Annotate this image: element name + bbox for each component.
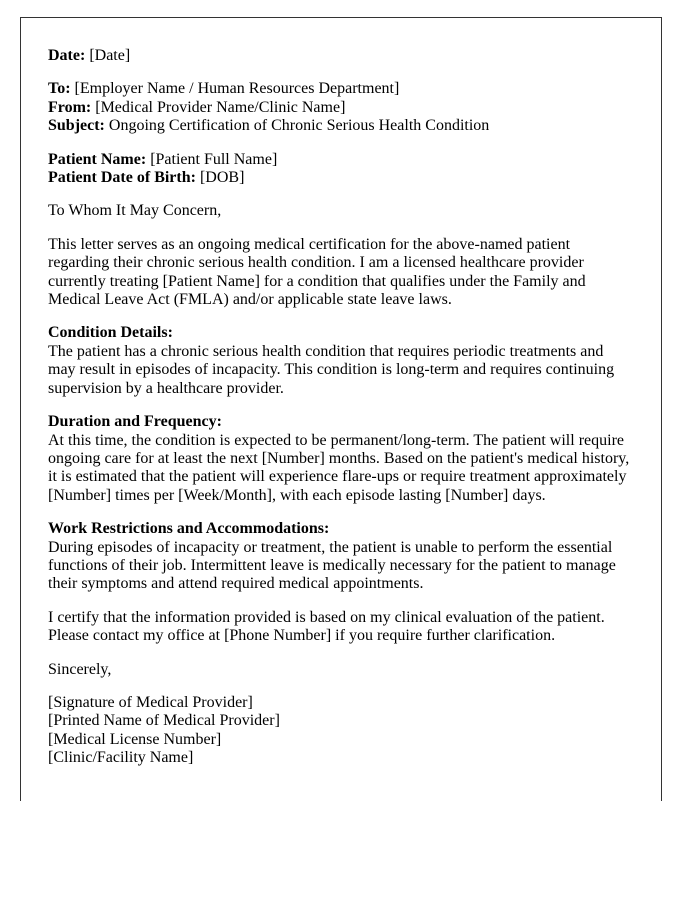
date-value: [Date] xyxy=(89,47,131,64)
work-restrictions-heading: Work Restrictions and Accommodations: xyxy=(48,520,330,538)
date-label: Date: xyxy=(48,47,86,64)
paragraph-line: Medical Leave Act (FMLA) and/or applicable state leave laws. xyxy=(48,291,452,309)
paragraph-line: During episodes of incapacity or treatment, the patient is unable to perform the essential xyxy=(48,538,613,556)
subject-label: Subject: xyxy=(48,117,105,135)
paragraph-line: This letter serves as an ongoing medical certification for the above-named patient xyxy=(48,235,571,253)
signature-block xyxy=(48,694,651,768)
patient-dob-label: Patient Date of Birth: xyxy=(48,169,196,187)
from-value: [Medical Provider Name/Clinic Name] xyxy=(95,98,346,116)
signature-line: [Clinic/Facility Name] xyxy=(48,749,194,767)
from-line xyxy=(48,99,651,117)
patient-name-line xyxy=(48,151,651,169)
date-line xyxy=(48,47,651,65)
paragraph-line: The patient has a chronic serious health condition that requires periodic treatments and xyxy=(48,342,604,360)
subject-line xyxy=(48,117,651,135)
paragraph-line: [Number] times per [Week/Month], with each episode lasting [Number] days. xyxy=(48,486,546,504)
letter-border-frame xyxy=(20,17,662,801)
duration-frequency-heading: Duration and Frequency: xyxy=(48,413,222,431)
patient-dob-value: [DOB] xyxy=(199,169,245,187)
paragraph-line: may result in episodes of incapacity. This condition is long-term and requires continuing xyxy=(48,361,615,379)
header-block xyxy=(48,80,651,135)
signature-line: [Printed Name of Medical Provider] xyxy=(48,712,280,730)
patient-block xyxy=(48,151,651,188)
certification-paragraph xyxy=(48,609,651,646)
paragraph-line: ongoing care for at least the next [Number] months. Based on the patient's medical history, xyxy=(48,449,630,467)
signature-line: [Medical License Number] xyxy=(48,730,222,748)
intro-paragraph xyxy=(48,236,651,310)
duration-frequency-section xyxy=(48,413,651,505)
to-value: [Employer Name / Human Resources Department] xyxy=(74,80,400,98)
work-restrictions-section xyxy=(48,520,651,594)
patient-name-label: Patient Name: xyxy=(48,150,147,168)
closing: Sincerely, xyxy=(48,660,112,678)
paragraph-line: regarding their chronic serious health condition. I am a licensed healthcare provider xyxy=(48,254,584,272)
paragraph-line: At this time, the condition is expected to be permanent/long-term. The patient will require xyxy=(48,431,624,449)
condition-details-section xyxy=(48,324,651,398)
patient-dob-line xyxy=(48,169,651,187)
to-label: To: xyxy=(48,80,71,98)
patient-name-value: [Patient Full Name] xyxy=(150,150,278,168)
paragraph-line: supervision by a healthcare provider. xyxy=(48,379,284,397)
paragraph-line: I certify that the information provided is based on my clinical evaluation of the patient. xyxy=(48,608,605,626)
paragraph-line: their symptoms and attend required medical appointments. xyxy=(48,575,424,593)
subject-value: Ongoing Certification of Chronic Serious Health Condition xyxy=(108,117,490,135)
to-line xyxy=(48,80,651,98)
salutation: To Whom It May Concern, xyxy=(48,202,222,220)
paragraph-line: it is estimated that the patient will experience flare-ups or require treatment approximately xyxy=(48,468,627,486)
paragraph-line: functions of their job. Intermittent leave is medically necessary for the patient to manage xyxy=(48,556,616,574)
paragraph-line: Please contact my office at [Phone Number] if you require further clarification. xyxy=(48,627,556,645)
from-label: From: xyxy=(48,98,92,116)
paragraph-line: currently treating [Patient Name] for a condition that qualifies under the Family and xyxy=(48,272,586,290)
condition-details-heading: Condition Details: xyxy=(48,324,173,342)
signature-line: [Signature of Medical Provider] xyxy=(48,693,253,711)
